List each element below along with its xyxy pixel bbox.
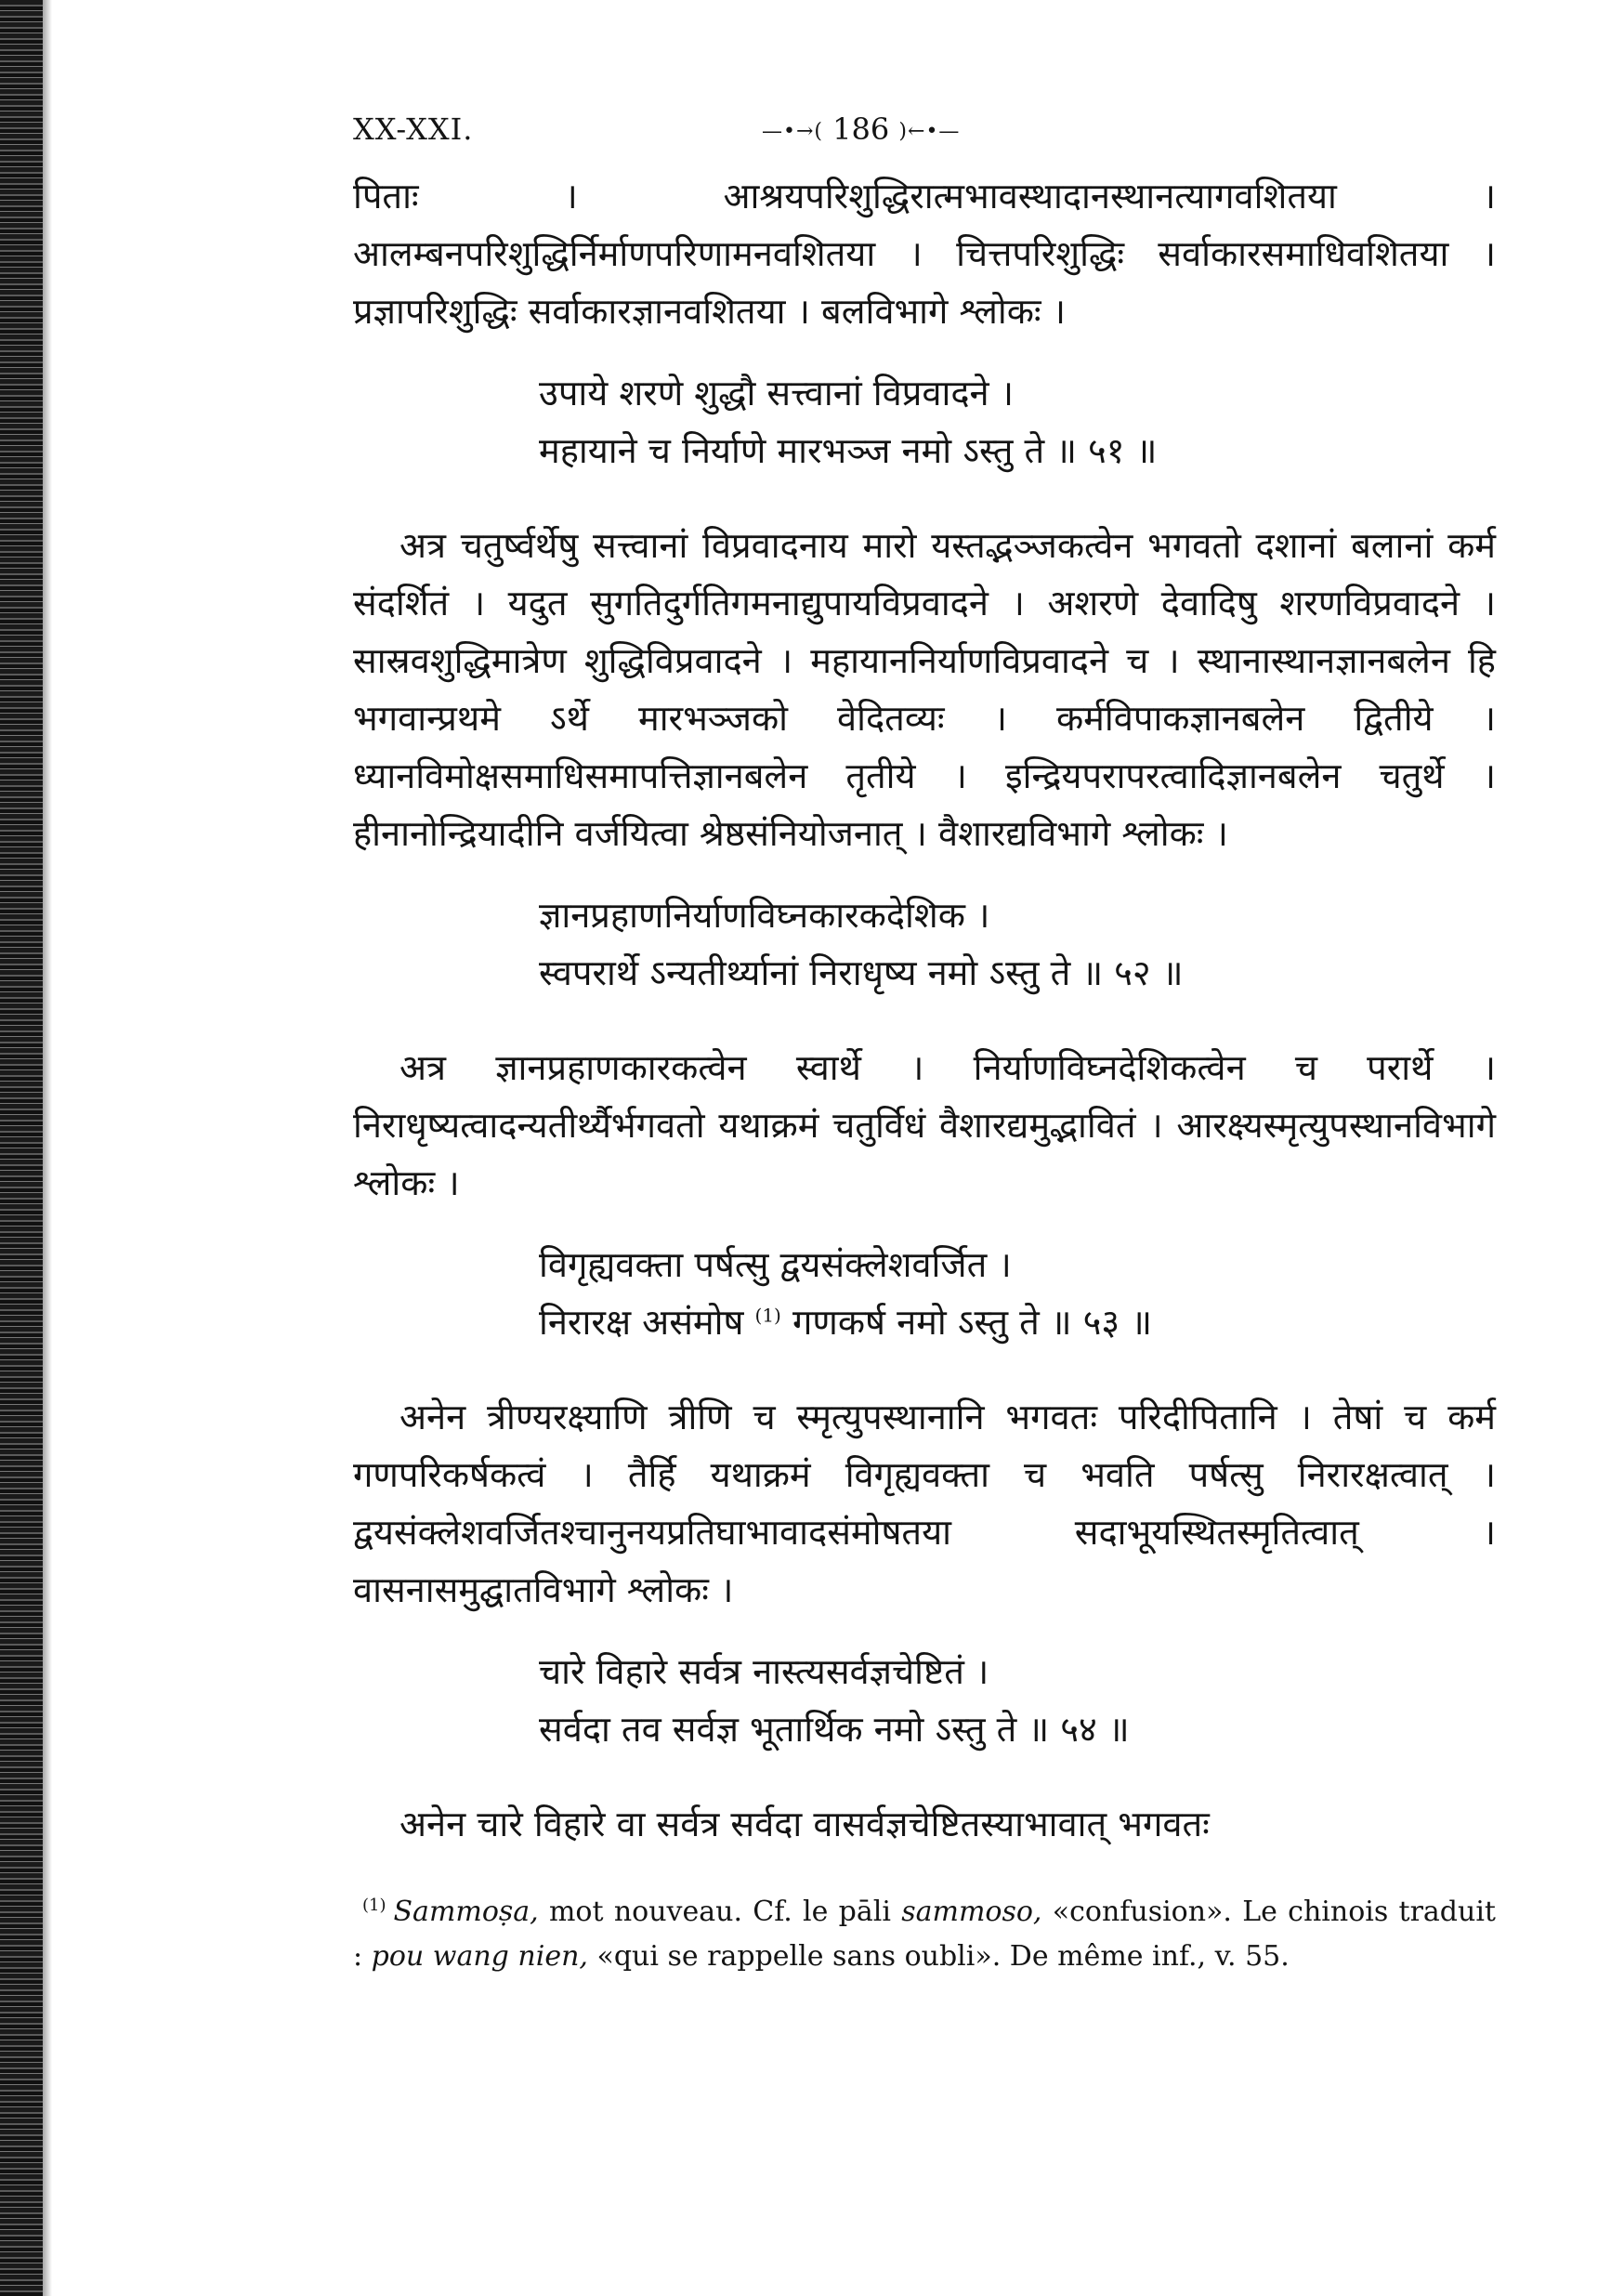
footnote-pali-term: sammoso, [901,1896,1042,1928]
footnote-text: «qui se rappelle sans oubli». De même inf., v. 55. [587,1940,1290,1973]
verse-54 [539,1643,1496,1758]
footnote-chinese-term: pou wang nien, [371,1940,588,1973]
verse-line-with-footnote [539,1293,1496,1351]
ornament-right: )←•— [898,120,961,143]
verse-line: महायाने च निर्याणे मारभञ्ज नमो ऽस्तु ते ॥ ५१ ॥ [539,430,1158,471]
verse-segment: गणकर्ष नमो ऽस्तु ते ॥ ५३ ॥ [792,1302,1153,1343]
footnote-text: «confusion». Le chinois traduit : [353,1896,1496,1973]
running-head [353,112,1496,167]
verse-line: सर्वदा तव सर्वज्ञ भूतार्थिक नमो ऽस्तु ते ॥ ५४ ॥ [539,1709,1130,1750]
footnote-term: Sammoṣa, [393,1896,539,1928]
verse-line: उपाये शरणे शुद्धौ सत्त्वानां विप्रवादने । [539,373,1015,413]
footnote-text: mot nouveau. Cf. le pāli [538,1896,902,1928]
verse-51 [539,364,1496,479]
verse-line: चारे विहारे सर्वत्र नास्त्यसर्वज्ञचेष्टितं । [539,1651,989,1692]
verse-line: विगृह्यवक्ता पर्षत्सु द्वयसंक्लेशवर्जित । [539,1244,1012,1285]
ornament-left: —•→( [762,120,823,143]
prose-paragraph-2: अत्र चतुर्ष्वर्थेषु सत्त्वानां विप्रवादनाय मारो यस्तद्भञ्जकत्वेन भगवतो दशानां बलानां कर्म संदर्शितं । यदुत सुगतिदुर्गतिगमनाद्युपायविप्रवादने । अशरणे देवादिषु शरणविप्रवादने । सास्रवशुद्धिमात्रेण शुद्धिविप्रवादने । महायाननिर्याणविप्रवादने च । स्थानास्थानज्ञानबलेन हि भगवान्प्रथमे ऽर्थे मारभञ्जको वेदितव्यः । कर्मविपाकज्ञानबलेन द्वितीये । ध्यानविमोक्षसमाधिसमापत्तिज्ञानबलेन तृतीये । इन्द्रियपरापरत्वादिज्ञानबलेन चतुर्थे । हीनानोन्द्रियादीनि वर्जयित्वा श्रेष्ठसंनियोजनात् । वैशारद्यविभागे श्लोकः । [353,525,1496,854]
footnote-mark: (1) [754,1304,781,1327]
prose-paragraph-4: अनेन त्रीण्यरक्ष्याणि त्रीणि च स्मृत्युपस्थानानि भगवतः परिदीपितानि । तेषां च कर्म गणपरिकर्षकत्वं । तैर्हि यथाक्रमं विगृह्यवक्ता च भवति पर्षत्सु निरारक्षत्वात् । द्वयसंक्लेशवर्जितश्चानुनयप्रतिघाभावादसंमोषतया सदाभूयस्थितस्मृतित्वात् । वासनासमुद्घातविभागे श्लोकः । [353,1397,1496,1610]
section-reference: XX-XXI. [353,112,474,147]
verse-segment: निरारक्ष असंमोष [539,1302,744,1343]
prose-paragraph-1: पिताः । आश्रयपरिशुद्धिरात्मभावस्थादानस्थानत्यागवशितया । आलम्बनपरिशुद्धिर्निर्माणपरिणामनवशितया । चित्तपरिशुद्धिः सर्वाकारसमाधिवशितया । प्रज्ञापरिशुद्धिः सर्वाकारज्ञानवशितया । बलविभागे श्लोकः । [353,176,1496,332]
verse-line: स्वपरार्थे ऽन्यतीर्थ्यानां निराधृष्य नमो ऽस्तु ते ॥ ५२ ॥ [539,952,1184,993]
verse-53 [539,1236,1496,1351]
footnote-number: (1) [362,1896,386,1915]
prose-paragraph-3: अत्र ज्ञानप्रहाणकारकत्वेन स्वार्थे । निर्याणविघ्नदेशिकत्वेन च परार्थे । निराधृष्यत्वादन्यतीर्थ्यैर्भगवतो यथाक्रमं चतुर्विधं वैशारद्यमुद्भावितं । आरक्ष्यस्मृत्युपस्थानविभागे श्लोकः । [353,1047,1496,1203]
page-number-line [762,112,960,147]
verse-line: ज्ञानप्रहाणनिर्याणविघ्नकारकदेशिक । [539,895,990,936]
footnote [353,1890,1496,1979]
verse-52 [539,886,1496,1002]
binding-edge [0,0,43,2296]
page [353,112,1496,1979]
page-number: 186 [832,112,890,147]
prose-paragraph-5: अनेन चारे विहारे वा सर्वत्र सर्वदा वासर्वज्ञचेष्टितस्याभावात् भगवतः [399,1804,1210,1844]
